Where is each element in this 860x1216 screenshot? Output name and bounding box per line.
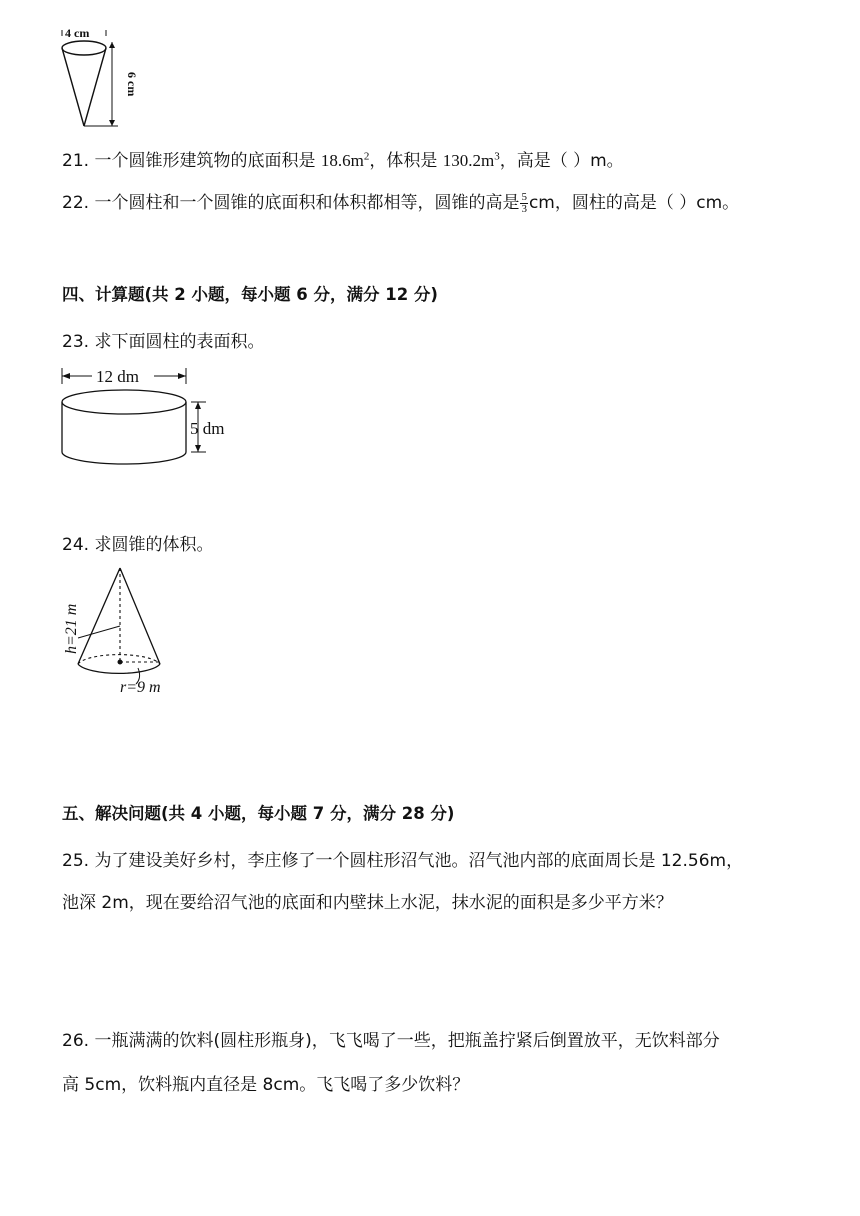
cone-figure-top <box>56 26 139 130</box>
question-25-line-1: 25. 为了建设美好乡村，李庄修了一个圆柱形沼气池。沼气池内部的底面周长是 12.56m， <box>62 851 744 871</box>
cone-radius-label: r=9 m <box>120 679 161 696</box>
question-21: 21. 一个圆锥形建筑物的底面积是 $18.6m^2$，体积是 $130.2m^3$，高是（ ）m。 <box>62 150 624 171</box>
section-5-title: 五、解决问题(共 4 小题，每小题 7 分，满分 28 分) <box>62 804 455 823</box>
question-22: 22. 一个圆柱和一个圆锥的底面积和体积都相等，圆锥的高是 $\frac{5}{3}$ cm，圆柱的高是（ ）cm。 <box>62 190 740 215</box>
question-24: 24. 求圆锥的体积。 <box>62 535 214 555</box>
question-26-line-1: 26. 一瓶满满的饮料(圆柱形瓶身)，飞飞喝了一些，把瓶盖拧紧后倒置放平，无饮料部分 <box>62 1031 720 1051</box>
fraction-5-3: $\frac{5}{3}$ <box>521 190 527 215</box>
cylinder-height-label: 5 dm <box>190 419 225 438</box>
question-25-line-2: 池深 2m，现在要给沼气池的底面和内壁抹上水泥，抹水泥的面积是多少平方米？ <box>62 893 673 913</box>
question-26-line-2: 高 5cm，饮料瓶内直径是 8cm。飞飞喝了多少饮料？ <box>62 1075 470 1095</box>
question-23: 23. 求下面圆柱的表面积。 <box>62 332 265 352</box>
cylinder-figure <box>56 364 246 468</box>
cone-top-width-label: 4 cm <box>65 26 90 40</box>
cone-figure-bottom <box>56 564 196 700</box>
cylinder-width-label: 12 dm <box>96 367 139 386</box>
cone-top-height-label: 6 cm <box>125 72 139 97</box>
section-4-title: 四、计算题(共 2 小题，每小题 6 分，满分 12 分) <box>62 285 438 304</box>
cone-height-label: h=21 m <box>63 603 80 654</box>
